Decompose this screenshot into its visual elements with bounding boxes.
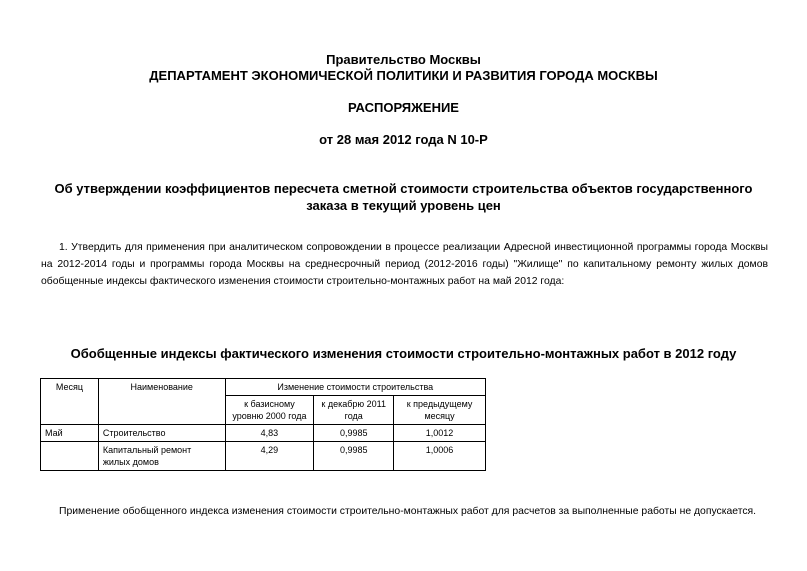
cell-value: 1,0006 <box>394 442 486 471</box>
header-month: Месяц <box>41 379 99 425</box>
cell-value: 4,83 <box>225 425 314 442</box>
indices-table <box>40 378 486 471</box>
cell-name: Строительство <box>98 425 225 442</box>
cell-name: Капитальный ремонт жилых домов <box>98 442 225 471</box>
table-row <box>41 442 486 471</box>
header-cost-change: Изменение стоимости строительства <box>225 379 485 396</box>
document-date-number: от 28 мая 2012 года N 10-Р <box>319 132 488 147</box>
header-dec-2011: к декабрю 2011 года <box>314 396 394 425</box>
cell-value: 0,9985 <box>314 442 394 471</box>
document-title: Об утверждении коэффициентов пересчета сметной стоимости строительства объектов государственного заказа в текущий уровень цен <box>54 181 753 213</box>
paragraph-1: 1. Утвердить для применения при аналитическом сопровождении в процессе реализации Адресной инвестиционной программы города Москвы на 2012-2014 годы и программы города Москвы на среднесрочный период (2012-2016 годы) "Жилище" по капитальному ремонту жилых домов обобщенные индексы фактического изменения стоимости строительно-монтажных работ на май 2012 года: <box>41 242 768 287</box>
cell-value: 4,29 <box>225 442 314 471</box>
document-type: РАСПОРЯЖЕНИЕ <box>348 100 459 115</box>
header-name: Наименование <box>98 379 225 425</box>
cell-value: 1,0012 <box>394 425 486 442</box>
note-paragraph: Применение обобщенного индекса изменения стоимости строительно-монтажных работ для расчетов за выполненные работы не допускается. <box>59 506 757 517</box>
government-name: Правительство Москвы <box>326 52 481 67</box>
department-name: ДЕПАРТАМЕНТ ЭКОНОМИЧЕСКОЙ ПОЛИТИКИ И РАЗВИТИЯ ГОРОДА МОСКВЫ <box>149 68 658 83</box>
table-title: Обобщенные индексы фактического изменения стоимости строительно-монтажных работ в 2012 году <box>70 346 737 361</box>
cell-value: 0,9985 <box>314 425 394 442</box>
header-prev-month: к предыдущему месяцу <box>394 396 486 425</box>
header-base-2000: к базисному уровню 2000 года <box>225 396 314 425</box>
cell-month: Май <box>41 425 99 442</box>
cell-month <box>41 442 99 471</box>
table-row <box>41 425 486 442</box>
table-header-row <box>41 379 486 396</box>
